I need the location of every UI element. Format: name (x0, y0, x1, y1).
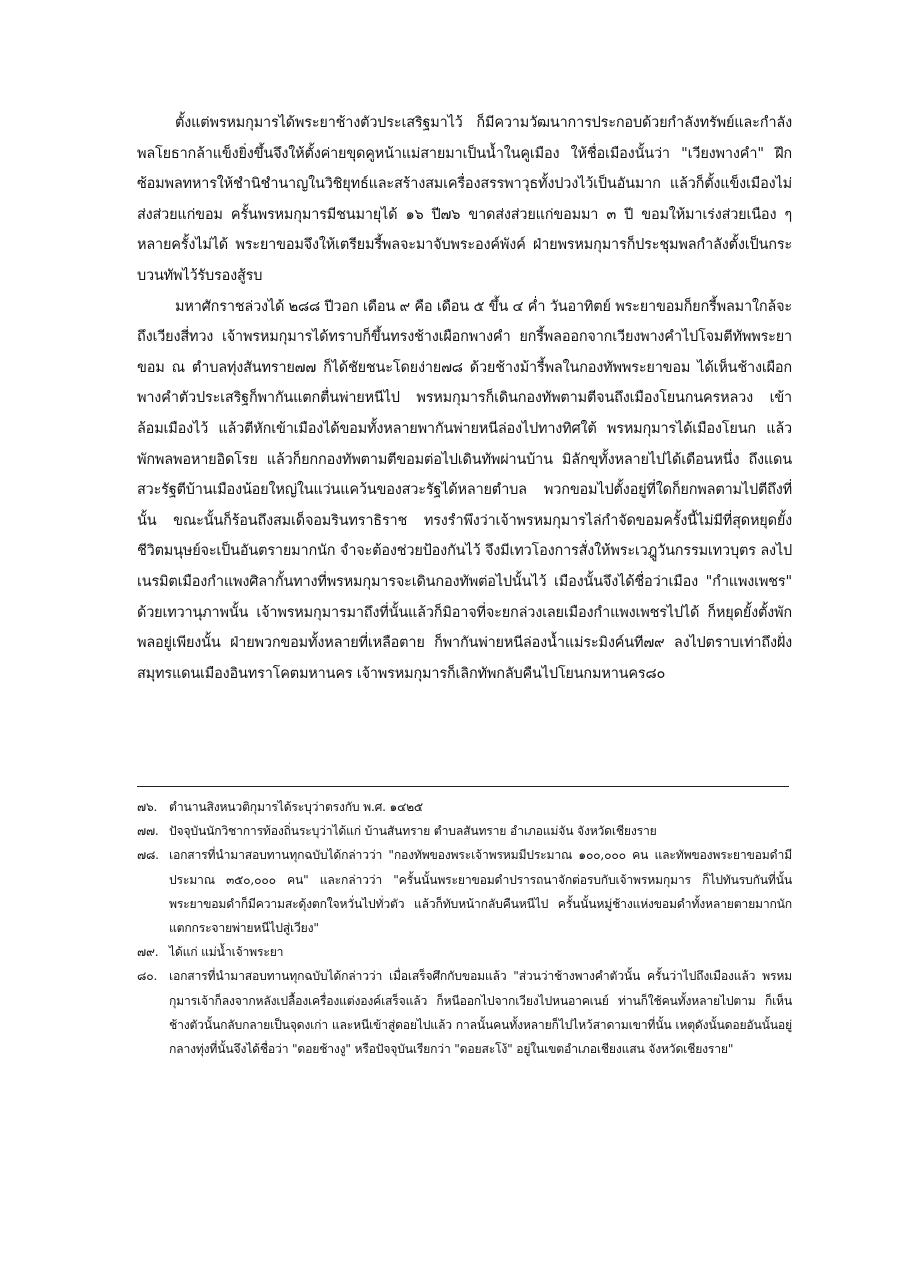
body-text (137, 108, 792, 689)
footnote-text: ตำนานสิงหนวติกุมารได้ระบุว่าตรงกับ พ.ศ. ๑๔๒๕ (169, 800, 423, 814)
footnote-item (137, 940, 792, 964)
footnote-number: ๗๘. (137, 848, 159, 863)
footnote-number: ๘๐. (137, 969, 158, 984)
footnote-divider (137, 786, 789, 787)
footnote-item (137, 964, 792, 1061)
footnote-item (137, 819, 792, 843)
footnote-item (137, 843, 792, 940)
paragraph-2: มหาศักราชล่วงได้ ๒๘๘ ปีวอก เดือน ๙ คือ เดือน ๕ ขึ้น ๔ ค่ำ วันอาทิตย์ พระยาขอมก็ยกรี้พลมาใกล้จะถึงเวียงสี่ทวง เจ้าพรหมกุมารได้ทราบก็ขึ้นทรงช้างเผือกพางคำ ยกรี้พลออกจากเวียงพางคำไปโจมตีทัพพระยาขอม ณ ตำบลทุ่งสันทราย๗๗ ก็ได้ชัยชนะโดยง่าย๗๘ ด้วยช้างม้ารี้พลในกองทัพพระยาขอม ได้เห็นช้างเผือกพางคำตัวประเสริฐก็พากันแตกตื่นพ่ายหนีไป พรหมกุมารก็เดินกองทัพตามตีจนถึงเมืองโยนกนครหลวง เข้าล้อมเมืองไว้ แล้วตีหักเข้าเมืองได้ขอมทั้งหลายพากันพ่ายหนีล่องไปทางทิศใต้ พรหมกุมารได้เมืองโยนก แล้วพักพลพอหายอิดโรย แล้วก็ยกกองทัพตามตีขอมต่อไปเดินทัพผ่านบ้าน มิลักขุทั้งหลายไปได้เดือนหนึ่ง ถึงแดนสวะรัฐตีบ้านเมืองน้อยใหญ่ในแว่นแคว้นของสวะรัฐได้หลายตำบล พวกขอมไปตั้งอยู่ที่ใดก็ยกพลตามไปตีถึงที่นั้น ขณะนั้นก็ร้อนถึงสมเด็จอมรินทราธิราช ทรงรำพึงว่าเจ้าพรหมกุมารไล่กำจัดขอมครั้งนี้ไม่มีที่สุดหยุดยั้ง ชีวิตมนุษย์จะเป็นอันตรายมากนัก จำจะต้องช่วยป้องกันไว้ จึงมีเทวโองการสั่งให้พระเวฎูวันกรรมเทวบุตร ลงไปเนรมิตเมืองกำแพงศิลากั้นทางที่พรหมกุมารจะเดินกองทัพต่อไปนั้นไว้ เมืองนั้นจึงได้ชื่อว่าเมือง "กำแพงเพชร" ด้วยเทวานุภาพนั้น เจ้าพรหมกุมารมาถึงที่นั้นแล้วก็มิอาจที่จะยกล่วงเลยเมืองกำแพงเพชรไปได้ ก็หยุดยั้งตั้งพักพลอยู่เพียงนั้น ฝ่ายพวกขอมทั้งหลายที่เหลือตาย ก็พากันพ่ายหนีล่องน้ำแม่ระมิงค์นที๗๙ ลงไปตราบเท่าถึงฝั่งสมุทรแดนเมืองอินทราโคตมหานคร เจ้าพรหมกุมารก็เลิกทัพกลับคืนไปโยนกมหานคร๘๐ (137, 298, 792, 682)
footnotes (137, 795, 792, 1061)
paragraph-1: ตั้งแต่พรหมกุมารได้พระยาช้างตัวประเสริฐมาไว้ ก็มีความวัฒนาการประกอบด้วยกำลังทรัพย์และกำลังพลโยธากล้าแข็งยิ่งขึ้นจึงให้ตั้งค่ายขุดคูหน้าแม่สายมาเป็นน้ำในคูเมือง ให้ชื่อเมืองนั้นว่า "เวียงพางคำ" ฝึกซ้อมพลทหารให้ชำนิชำนาญในวิชิยุทธ์และสร้างสมเครื่องสรรพาวุธทั้งปวงไว้เป็นอันมาก แล้วก็ตั้งแข็งเมืองไม่ส่งส่วยแก่ขอม ครั้นพรหมกุมารมีชนมายุได้ ๑๖ ปี๗๖ ขาดส่งส่วยแก่ขอมมา ๓ ปี ขอมให้มาเร่งส่วยเนือง ๆ หลายครั้งไม่ได้ พระยาขอมจึงให้เตรียมรี้พลจะมาจับพระองค์พังค์ ฝ่ายพรหมกุมารก็ประชุมพลกำลังตั้งเป็นกระบวนทัพไว้รับรองสู้รบ (137, 115, 792, 284)
footnote-number: ๗๖. (137, 800, 158, 814)
footnote-number: ๗๙. (137, 945, 159, 960)
footnote-text: ได้แก่ แม่น้ำเจ้าพระยา (169, 945, 284, 960)
footnote-number: ๗๗. (137, 824, 159, 839)
footnote-item (137, 795, 792, 819)
footnote-text: เอกสารที่นำมาสอบทานทุกฉบับได้กล่าวว่า "กองทัพของพระเจ้าพรหมมีประมาณ ๑๐๐,๐๐๐ คน และทัพของพระยาขอมดำมีประมาณ ๓๕๐,๐๐๐ คน" และกล่าวว่า "ครั้นนั้นพระยาขอมดำปรารถนาจักต่อรบกับเจ้าพรหมกุมาร ก็ไปทันรบกันที่นั้น พระยาขอมดำก็มีความสะดุ้งตกใจหวั่นไปทั่วตัว แล้วก็ทับหน้ากลับคืนหนีไป ครั้นนั้นหมู่ช้างแห่งขอมดำทั้งหลายตายมากนัก แตกกระจายพ่ายหนีไปสู่เวียง" (169, 848, 792, 936)
footnote-text: เอกสารที่นำมาสอบทานทุกฉบับได้กล่าวว่า เมื่อเสร็จศึกกับขอมแล้ว "ส่วนว่าช้างพางคำตัวนั้น ครั้นว่าไปถึงเมืองแล้ว พรหมกุมารเจ้าก็ลงจากหลังเปลื้องเครื่องแต่งองค์เสร็จแล้ว ก็หนีออกไปจากเวียงไปหนอาคเนย์ ท่านก็ใช้คนทั้งหลายไปตาม ก็เห็นช้างตัวนั้นกลับกลายเป็นจุดงเก่า และหนีเข้าสู่ดอยไปแล้ว กาลนั้นคนทั้งหลายก็ไปไหว้สาดามเขาที่นั้น เหตุดังนั้นดอยอันนั้นอยู่กลางทุ่งที่นั้นจึงได้ชื่อว่า "ดอยช้างงู" หรือปัจจุบันเรียกว่า "ดอยสะโง้" อยู่ในเขตอำเภอเชียงแสน จังหวัดเชียงราย" (169, 969, 792, 1057)
footnote-text: ปัจจุบันนักวิชาการท้องถิ่นระบุว่าได้แก่ บ้านสันทราย ตำบลสันทราย อำเภอแม่จัน จังหวัดเชียงราย (169, 824, 657, 839)
